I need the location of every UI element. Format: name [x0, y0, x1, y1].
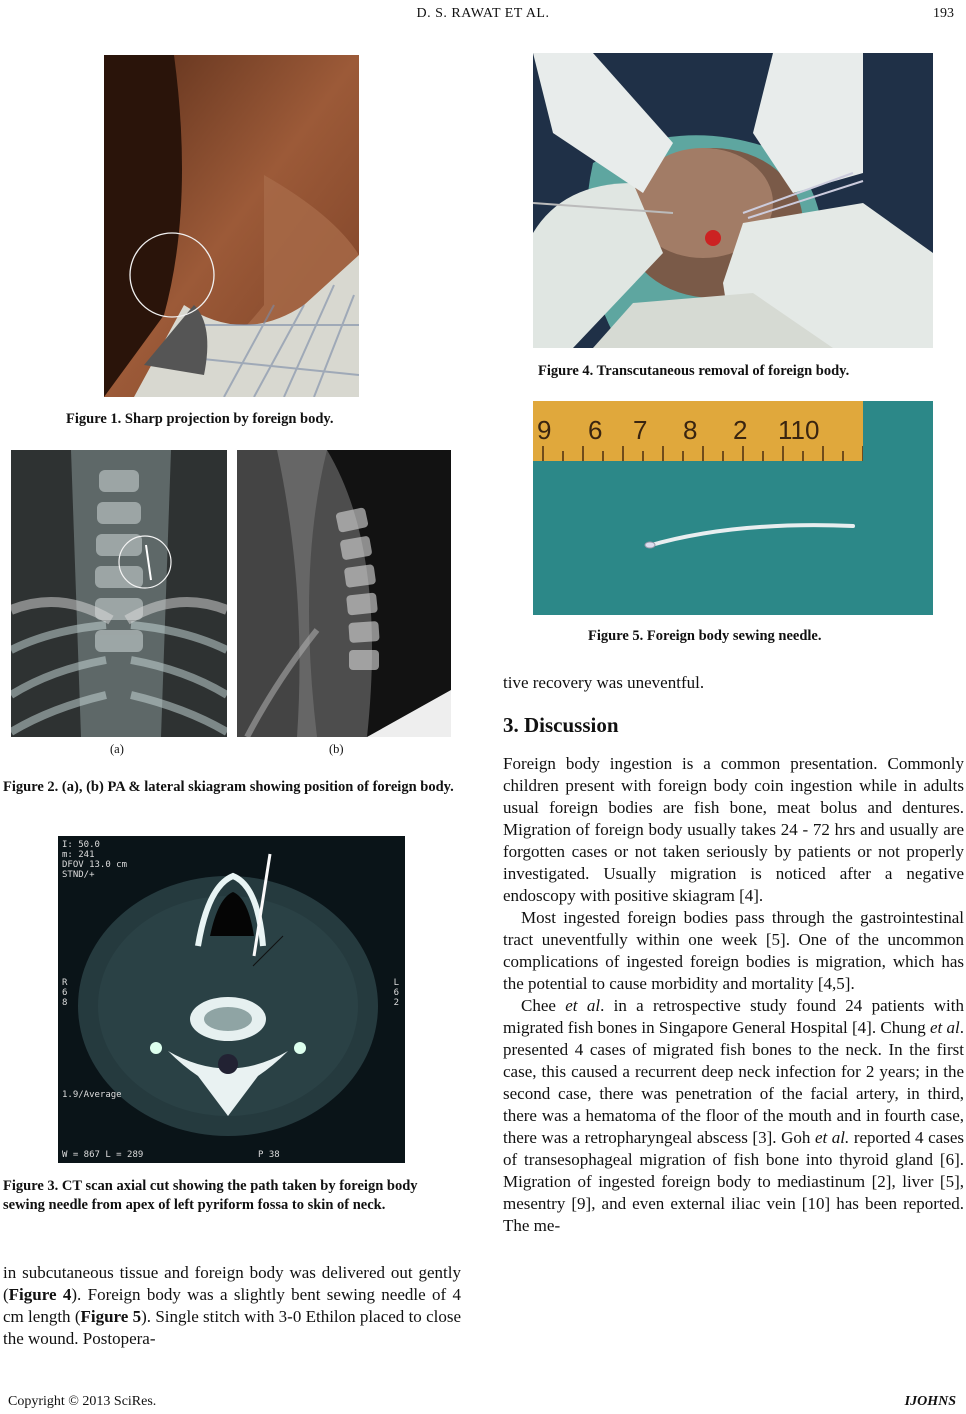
ct-label-window: W = 867 L = 289: [62, 1150, 144, 1160]
ct-label-l6: 6: [393, 988, 399, 998]
right-column-text-top: tive recovery was uneventful.: [503, 673, 705, 692]
ct-label-stnd: STND/+: [62, 870, 95, 880]
ct-label-dfov: DFOV 13.0 cm: [62, 860, 128, 870]
figure-5-ref[interactable]: Figure 5: [80, 1307, 142, 1326]
section-heading-discussion: 3. Discussion: [503, 713, 619, 737]
ct-label-r8: 8: [62, 998, 68, 1008]
ct-label-r: R: [62, 978, 68, 988]
ruler-mark-4: 8: [683, 415, 698, 445]
figure-1-photo: [104, 55, 359, 397]
paragraph-2: Most ingested foreign bodies pass through the gastrointestinal tract uneventfully within one week [5]. One of the uncommon complications of ingested foreign bodies is migration, which has the potential to cause morbidity and mortality [4,5].: [503, 908, 964, 993]
right-column-text: [503, 753, 964, 1237]
figure-2b-xray: [237, 450, 451, 737]
figure-4-photo: [533, 53, 933, 348]
running-head: D. S. RAWAT ET AL.: [416, 6, 550, 21]
ruler-mark-3: 7: [633, 415, 648, 445]
ruler-mark-2: 6: [588, 415, 603, 445]
footer-journal: IJOHNS: [904, 1394, 956, 1409]
figure-1-caption: Figure 1. Sharp projection by foreign body.: [66, 411, 334, 427]
figure-2b-label: (b): [329, 742, 344, 756]
ct-label-l: L: [393, 978, 399, 988]
figure-5-photo: [533, 401, 933, 615]
ct-label-l2: 2: [393, 998, 399, 1008]
figure-5-caption: Figure 5. Foreign body sewing needle.: [588, 628, 822, 644]
ct-label-i: I: 50.0: [62, 840, 100, 850]
figure-4-ref[interactable]: Figure 4: [8, 1285, 72, 1304]
ct-label-m: m: 241: [62, 850, 95, 860]
figure-2a-xray: [11, 450, 227, 737]
ct-label-r6: 6: [62, 988, 68, 998]
ruler-mark-6: 110: [778, 415, 820, 445]
paragraph-3: Chee et al. in a retrospective study found 24 patients with migrated fish bones in Singapore General Hospital [4]. Chung et al. presented 4 cases of migrated fish bones to the neck. In the first case, this caused a recurrent deep neck infection for 2 years; in the second case, there was penetration of the facial artery, in third, there was a hematoma of the floor of the mouth and in fourth case, there was a retropharyngeal abscess [3]. Goh et al. reported 4 cases of transesophageal migration of fish bone into thyroid gland [6]. Migration of ingested foreign body to mediastinum [2], liver [5], mesentry [9], and even external iliac vein [10] has been reported. The me-: [503, 996, 964, 1235]
figure-3-caption: Figure 3. CT scan axial cut showing the path taken by foreign body sewing needle from apex of left pyriform fossa to skin of neck.: [3, 1178, 418, 1213]
left-column-text: in subcutaneous tissue and foreign body was delivered out gently (Figure 4). Foreign body was a slightly bent sewing needle of 4 cm length (Figure 5). Single stitch with 3-0 Ethilon placed to close the wound. Postopera-: [3, 1263, 462, 1348]
figure-2a-label: (a): [110, 742, 124, 756]
ct-label-average: 1.9/Average: [62, 1090, 122, 1100]
figure-4-caption: Figure 4. Transcutaneous removal of foreign body.: [538, 363, 850, 379]
ruler-mark-1: 9: [537, 415, 552, 445]
ruler-mark-5: 2: [733, 415, 748, 445]
footer-copyright: Copyright © 2013 SciRes.: [8, 1394, 157, 1409]
figure-3-ct-scan: [58, 836, 405, 1163]
paragraph-1: Foreign body ingestion is a common presentation. Commonly children present with foreign body coin ingestion while in adults usual foreign bodies are fish bone, meat bolus and dentures. Migration of foreign body usually takes 24 - 72 hrs and usually are forgotten cases or not taken seriously by patients or not properly investigated. Usually migration is noticed after a negative endoscopy with positive skiagram [4].: [503, 754, 964, 905]
figure-2-caption: Figure 2. (a), (b) PA & lateral skiagram showing position of foreign body.: [3, 779, 454, 795]
ct-label-p: P 38: [258, 1150, 280, 1160]
page-number: 193: [933, 6, 954, 21]
